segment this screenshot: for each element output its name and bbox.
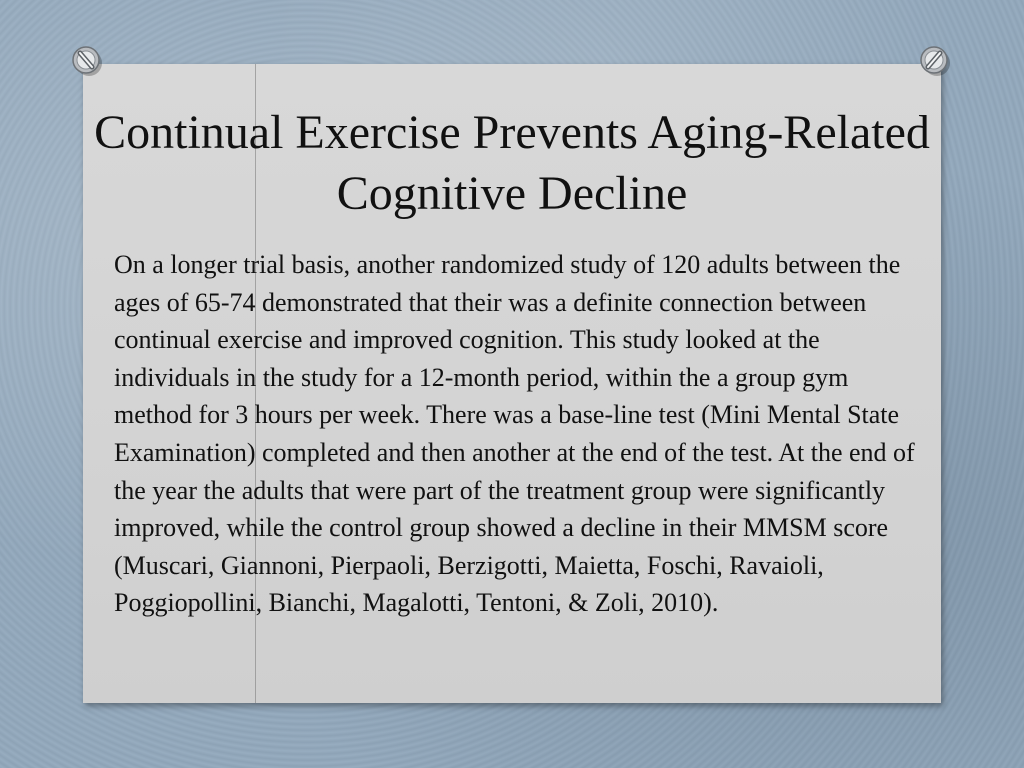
slide-body-text: On a longer trial basis, another randomized study of 120 adults between the ages of 65-74 demonstrated that their was a definite connection between continual exercise and improved cognition. This study looked at the individuals in the study for a 12-month period, within the a group gym method for 3 hours per week. There was a base-line test (Mini Mental State Examination) completed and then another at the end of the test. At the end of the year the adults that were part of the treatment group were significantly improved, while the control group showed a decline in their MMSM score (Muscari, Giannoni, Pierpaoli, Berzigotti, Maietta, Foschi, Ravaioli, Poggiopollini, Bianchi, Magalotti, Tentoni, & Zoli, 2010).: [114, 250, 915, 618]
slide-title: Continual Exercise Prevents Aging-Related Cognitive Decline: [94, 106, 930, 220]
pushpin-icon: [68, 40, 108, 80]
slide-board: [83, 64, 941, 703]
pushpin-icon: [916, 40, 956, 80]
